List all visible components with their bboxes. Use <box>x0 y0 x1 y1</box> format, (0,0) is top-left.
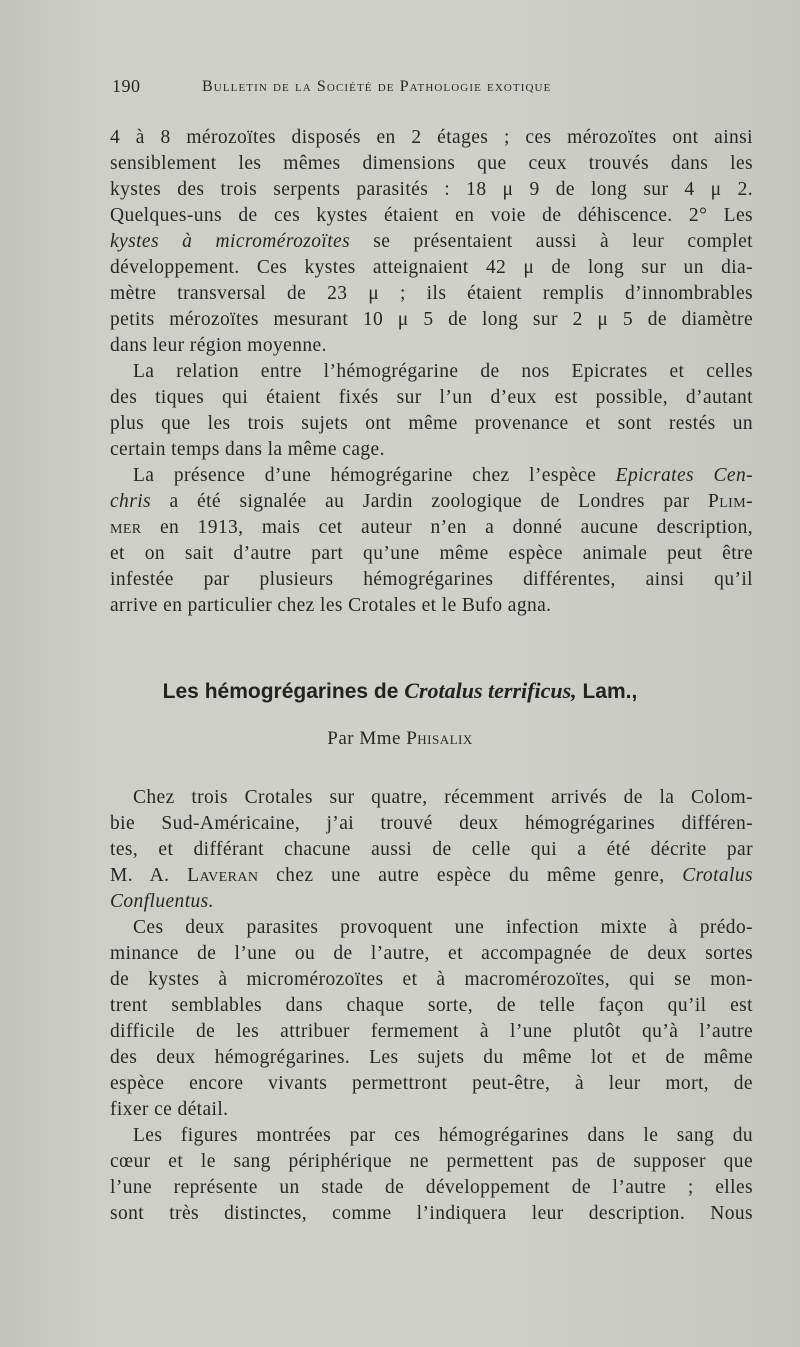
text-line: sensiblement les mêmes dimensions que ceux trouvés dans les <box>110 153 753 174</box>
text-line: Chez trois Crotales sur quatre, récemment arrivés de la Colom- <box>133 787 753 808</box>
text-line: de kystes à micromérozoïtes et à macromérozoïtes, qui se mon- <box>110 969 753 990</box>
journal-title: Bulletin de la Société de Pathologie exotique <box>202 78 552 95</box>
author-name-smallcaps: Laveran <box>187 865 259 886</box>
text-line <box>110 863 753 889</box>
text-line: Les figures montrées par ces hémogrégarines dans le sang du <box>133 1125 753 1146</box>
text-line: plus que les trois sujets ont même provenance et sont restés un <box>110 413 753 434</box>
text-line: Ces deux parasites provoquent une infection mixte à prédo- <box>133 917 753 938</box>
italic-term: Epicrates Cen- <box>615 465 753 486</box>
text-span: a été signalée au Jardin zoologique de Londres par <box>151 491 708 512</box>
text-line: développement. Ces kystes atteignaient 42 μ de long sur un dia- <box>110 257 753 278</box>
text-line: kystes des trois serpents parasités : 18 μ 9 de long sur 4 μ 2. <box>110 179 753 200</box>
text-span: se présentaient aussi à leur complet <box>350 231 753 252</box>
text-line <box>110 229 753 255</box>
text-line: tes, et différant chacune aussi de celle qui a été décrite par <box>110 839 753 860</box>
text-line: arrive en particulier chez les Crotales et le Bufo agna. <box>110 595 552 616</box>
italic-term: kystes à micromérozoïtes <box>110 231 351 252</box>
text-line: espèce encore vivants permettront peut-être, à leur mort, de <box>110 1073 753 1094</box>
text-span: Par Mme <box>327 728 407 749</box>
text-line: 4 à 8 mérozoïtes disposés en 2 étages ; ces mérozoïtes ont ainsi <box>110 127 753 148</box>
author-name-smallcaps: mer <box>110 517 142 538</box>
running-header <box>112 76 742 102</box>
text-line: Quelques-uns de ces kystes étaient en voie de déhiscence. 2° Les <box>110 205 753 226</box>
text-span: chez une autre espèce du même genre, <box>258 865 683 886</box>
text-line: et on sait d’autre part qu’une même espèce animale peut être <box>110 543 753 564</box>
text-line <box>110 489 753 515</box>
italic-term: Crotalus <box>682 865 754 886</box>
italic-term: chris <box>110 491 151 512</box>
italic-term: Confluentus. <box>110 891 214 912</box>
text-line: minance de l’une ou de l’autre, et accompagnée de deux sortes <box>110 943 753 964</box>
author-name: Phisalix <box>406 728 473 749</box>
text-line: bie Sud-Américaine, j’ai trouvé deux hémogrégarines différen- <box>110 813 753 834</box>
text-span: M. A. <box>110 865 188 886</box>
text-line <box>133 463 753 489</box>
text-line: difficile de les attribuer fermement à l’une plutôt qu’à l’autre <box>110 1021 753 1042</box>
text-line: certain temps dans la même cage. <box>110 439 385 460</box>
page-number: 190 <box>112 76 141 96</box>
text-span: Lam., <box>576 680 638 703</box>
text-line: l’une représente un stade de développement de l’autre ; elles <box>110 1177 753 1198</box>
italic-species: Crotalus terrificus, <box>404 678 577 703</box>
text-line: des deux hémogrégarines. Les sujets du même lot et de même <box>110 1047 753 1068</box>
text-line: dans leur région moyenne. <box>110 335 327 356</box>
text-line: petits mérozoïtes mesurant 10 μ 5 de long sur 2 μ 5 de diamètre <box>110 309 753 330</box>
text-line <box>110 515 753 541</box>
text-line: sont très distinctes, comme l’indiquera leur description. Nous <box>110 1203 753 1224</box>
text-span: en 1913, mais cet auteur n’en a donné aucune description, <box>141 517 753 538</box>
text-span: La présence d’une hémogrégarine chez l’espèce <box>133 465 616 486</box>
section-title <box>0 678 800 704</box>
author-name-smallcaps: Plim- <box>707 491 753 512</box>
text-line <box>110 889 753 915</box>
text-line: cœur et le sang périphérique ne permettent pas de supposer que <box>110 1151 753 1172</box>
text-line: des tiques qui étaient fixés sur l’un d’eux est possible, d’autant <box>110 387 753 408</box>
text-span: Les hémogrégarines de <box>162 680 405 703</box>
text-line: mètre transversal de 23 μ ; ils étaient remplis d’innombrables <box>110 283 753 304</box>
text-line: fixer ce détail. <box>110 1099 229 1120</box>
text-line: trent semblables dans chaque sorte, de telle façon qu’il est <box>110 995 753 1016</box>
author-line <box>0 728 800 750</box>
text-line: La relation entre l’hémogrégarine de nos Epicrates et celles <box>133 361 753 382</box>
text-line: infestée par plusieurs hémogrégarines différentes, ainsi qu’il <box>110 569 753 590</box>
